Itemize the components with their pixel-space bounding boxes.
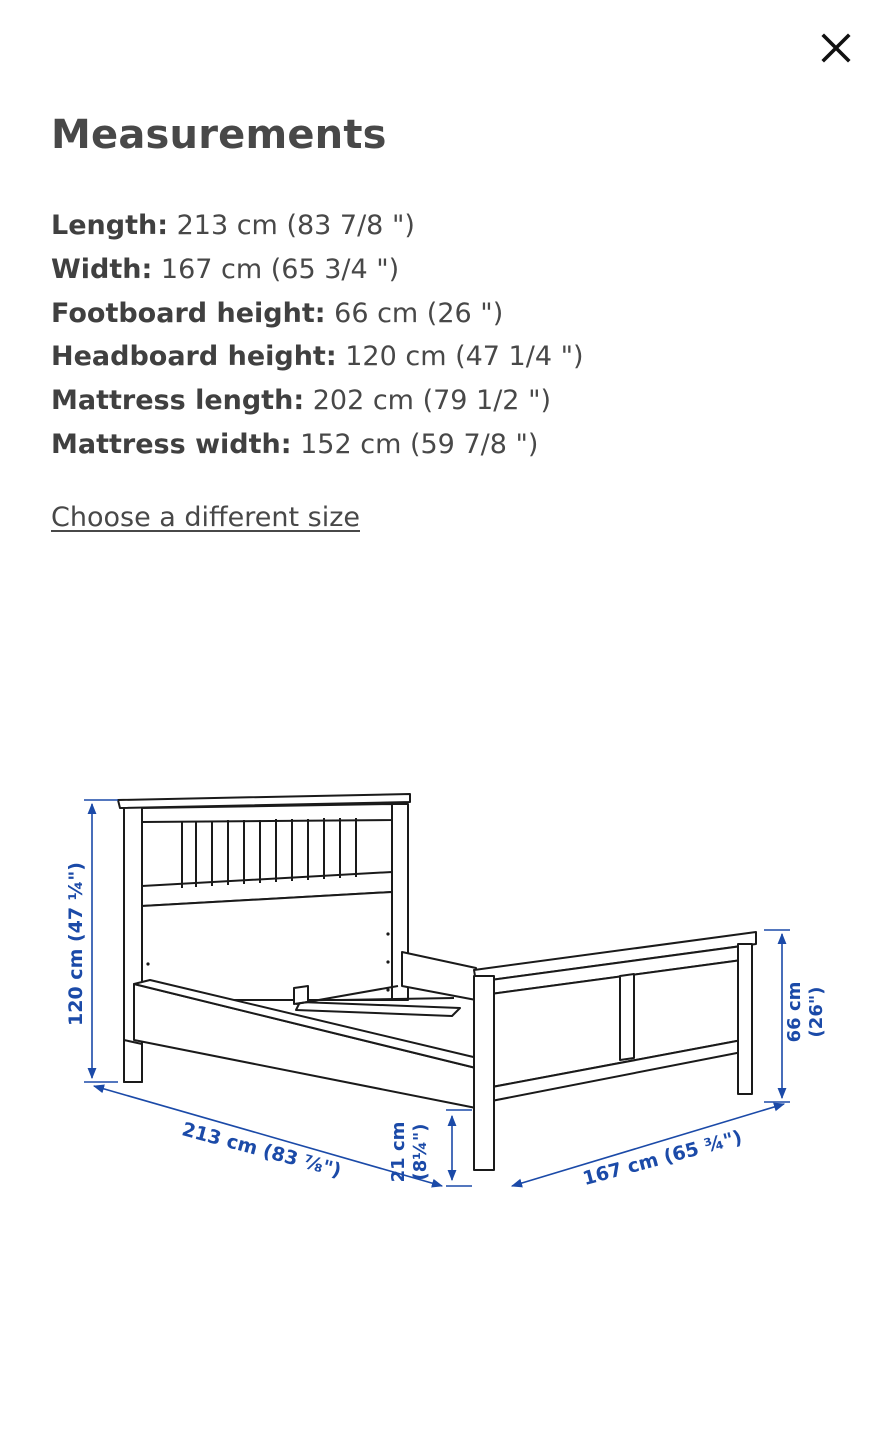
- spec-value: 66 cm (26 "): [334, 297, 504, 329]
- spec-length: [51, 204, 584, 248]
- spec-label: Width:: [51, 253, 153, 285]
- spec-label: Headboard height:: [51, 341, 337, 373]
- dim-length: 213 cm (83 ⅞"): [179, 1118, 344, 1183]
- dim-underbed-cm: 21 cm: [388, 1121, 409, 1183]
- dim-headboard-height: 120 cm (47 ¼"): [65, 862, 87, 1026]
- spec-value: 120 cm (47 1/4 "): [345, 341, 584, 373]
- spec-footboard-height: [51, 292, 584, 336]
- spec-headboard-height: [51, 335, 584, 379]
- spec-mattress-length: [51, 379, 584, 423]
- close-icon: [821, 33, 851, 63]
- spec-value: 152 cm (59 7/8 "): [300, 428, 539, 460]
- measurement-list: [51, 204, 584, 467]
- dim-underbed-in: (8¼"): [410, 1123, 431, 1181]
- spec-value: 202 cm (79 1/2 "): [312, 385, 552, 417]
- spec-width: [51, 248, 584, 292]
- spec-label: Mattress width:: [51, 428, 292, 460]
- dim-footboard-cm: 66 cm: [784, 981, 805, 1043]
- dim-footboard-in: (26"): [806, 986, 827, 1038]
- bed-dimension-drawing: [40, 760, 850, 1220]
- spec-label: Length:: [51, 210, 168, 241]
- choose-different-size-link[interactable]: Choose a different size: [51, 502, 360, 533]
- spec-value: 213 cm (83 7/8 "): [176, 210, 415, 241]
- dim-width: 167 cm (65 ¾"): [580, 1126, 745, 1191]
- spec-label: Mattress length:: [51, 385, 305, 417]
- spec-label: Footboard height:: [51, 297, 326, 329]
- page-title: Measurements: [51, 112, 387, 158]
- spec-value: 167 cm (65 3/4 "): [160, 253, 400, 285]
- spec-mattress-width: [51, 423, 584, 467]
- close-button[interactable]: [812, 24, 860, 72]
